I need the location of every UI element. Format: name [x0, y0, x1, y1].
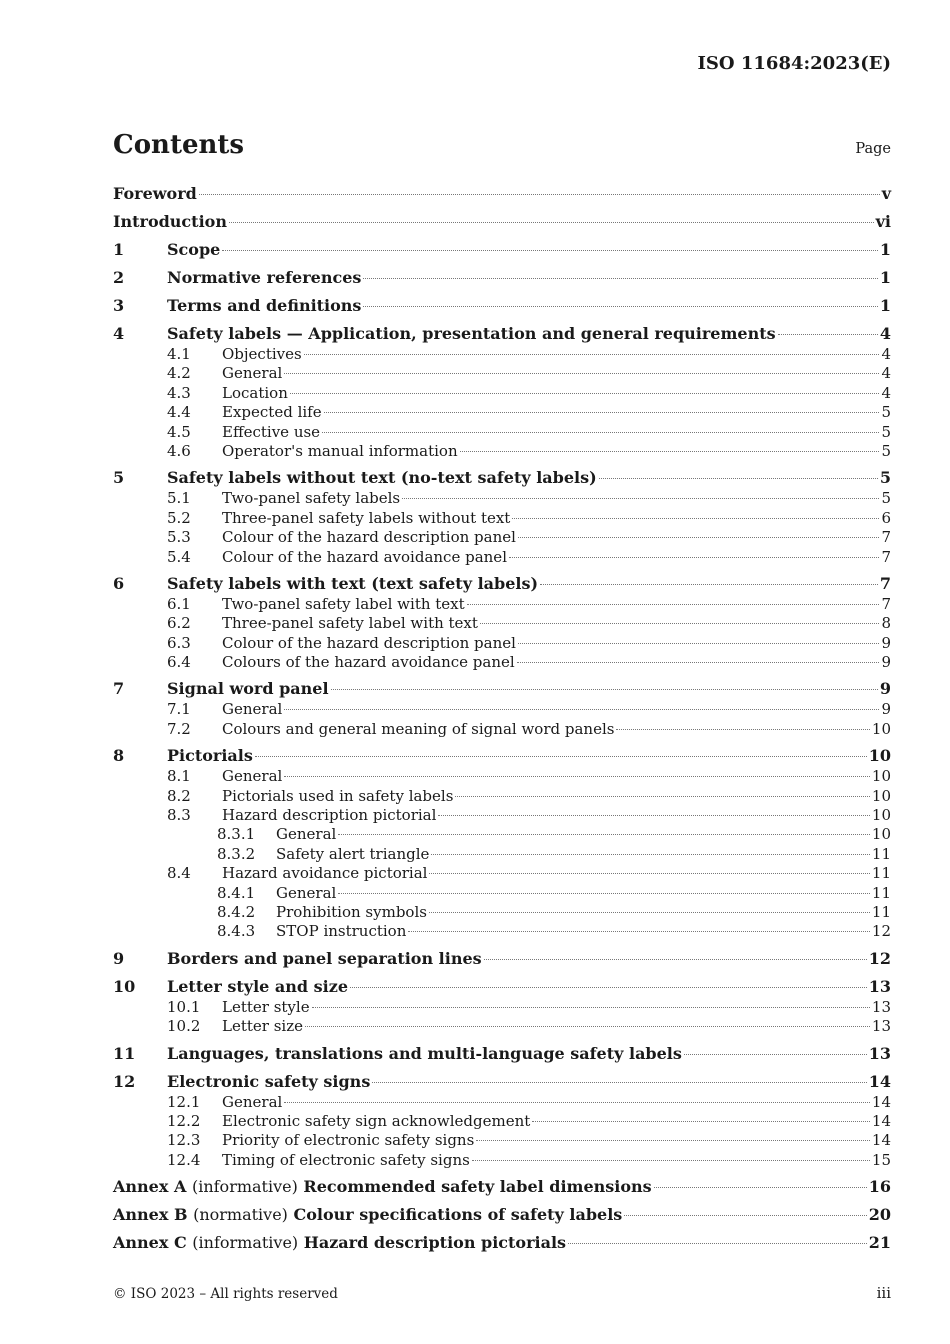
- dot-leader: [350, 987, 867, 988]
- toc-entry[interactable]: [113, 403, 891, 422]
- annex-id: Annex B: [113, 1205, 188, 1225]
- toc-entry-title: General: [222, 767, 283, 786]
- toc-entry-number: 10: [113, 976, 136, 996]
- toc-entry-page: 10: [871, 806, 891, 825]
- toc-entry-title: Effective use: [222, 422, 321, 441]
- toc-entry-page: 10: [868, 746, 891, 766]
- toc-entry[interactable]: [113, 948, 891, 970]
- dot-leader: [312, 1007, 870, 1008]
- toc-entry-number: 4.4: [167, 403, 191, 422]
- toc-entry[interactable]: [113, 825, 891, 844]
- toc-entry-page: 5: [881, 403, 891, 422]
- toc-entry[interactable]: [113, 467, 891, 489]
- annex-title: Hazard description pictorials: [303, 1233, 567, 1253]
- toc-entry-title: Letter style and size: [167, 976, 349, 996]
- dot-leader: [472, 1160, 870, 1161]
- dot-leader: [290, 393, 880, 394]
- toc-entry-number: 4.1: [167, 345, 191, 363]
- toc-entry-page: 8: [881, 614, 891, 633]
- toc-entry-number: 8.4: [167, 864, 191, 883]
- toc-entry-title: General: [222, 364, 283, 383]
- toc-entry-page: 1: [879, 268, 891, 287]
- toc-entry-number: 4.2: [167, 364, 191, 383]
- toc-entry-title: Hazard description pictorial: [222, 806, 437, 825]
- page-number: iii: [876, 1284, 891, 1302]
- toc-entry[interactable]: [113, 509, 891, 528]
- toc-entry-page: 7: [881, 547, 891, 566]
- toc-entry-number: 6: [113, 573, 125, 593]
- toc-entry-page: 5: [881, 441, 891, 460]
- dot-leader: [363, 278, 877, 279]
- toc-entry-title: Priority of electronic safety signs: [222, 1131, 475, 1150]
- page-title: Contents: [113, 130, 245, 160]
- toc-entry-title: Safety labels — Application, presentation and general requirements: [167, 324, 776, 343]
- toc-entry-title: Objectives: [222, 345, 302, 363]
- toc-entry[interactable]: [113, 528, 891, 547]
- toc-entry-page: 4: [879, 324, 891, 343]
- annex-title: Recommended safety label dimensions: [303, 1177, 652, 1197]
- toc-entry-title: Pictorials used in safety labels: [222, 786, 454, 805]
- toc-entry[interactable]: [113, 976, 891, 998]
- toc-entry-title: General: [276, 825, 337, 844]
- toc-entry[interactable]: [113, 1093, 891, 1112]
- dot-leader: [517, 662, 880, 663]
- dot-leader: [455, 796, 869, 797]
- dot-leader: [509, 557, 879, 558]
- toc-entry[interactable]: [113, 1151, 891, 1170]
- annex-id: Annex A: [113, 1177, 187, 1197]
- dot-leader: [229, 222, 874, 223]
- dot-leader: [284, 776, 870, 777]
- toc-entry[interactable]: [113, 1071, 891, 1093]
- toc-entry[interactable]: [113, 267, 891, 289]
- toc-entry-page: 5: [881, 422, 891, 441]
- dot-leader: [540, 584, 878, 585]
- toc-entry-page: 13: [868, 1043, 891, 1063]
- toc-entry-number: 9: [113, 948, 125, 968]
- dot-leader: [284, 709, 879, 710]
- toc-entry[interactable]: [113, 548, 891, 567]
- table-of-contents: [113, 183, 891, 1254]
- toc-entry[interactable]: [113, 998, 891, 1017]
- dot-leader: [338, 834, 870, 835]
- toc-entry-title: Normative references: [167, 268, 362, 287]
- toc-entry-title: Languages, translations and multi-language safety labels: [167, 1043, 682, 1063]
- toc-entry-title: Two-panel safety labels: [222, 489, 401, 508]
- toc-entry-number: 12.1: [167, 1092, 201, 1111]
- toc-entry-title: Letter size: [222, 1017, 303, 1036]
- toc-entry-number: 5: [113, 468, 125, 488]
- dot-leader: [512, 518, 879, 519]
- toc-entry[interactable]: [113, 489, 891, 508]
- toc-entry-title: General: [222, 700, 283, 719]
- toc-entry[interactable]: [113, 595, 891, 614]
- toc-entry-number: 7: [113, 679, 125, 699]
- dot-leader: [624, 1215, 866, 1216]
- toc-entry-page: 10: [871, 767, 891, 786]
- toc-entry-page: 15: [871, 1150, 891, 1169]
- toc-entry[interactable]: [113, 364, 891, 383]
- toc-entry-title: Hazard avoidance pictorial: [222, 864, 428, 883]
- dot-leader: [616, 729, 869, 730]
- dot-leader: [778, 334, 878, 335]
- toc-entry-number: 8.3: [167, 806, 191, 825]
- dot-leader: [322, 432, 879, 433]
- toc-entry-page: 14: [868, 1071, 891, 1091]
- toc-entry[interactable]: [113, 1176, 891, 1198]
- toc-entry[interactable]: [113, 1204, 891, 1226]
- toc-entry-number: 6.3: [167, 633, 191, 652]
- toc-entry[interactable]: [113, 745, 891, 767]
- toc-entry-title: Pictorials: [167, 746, 253, 766]
- toc-entry-page: 5: [881, 489, 891, 508]
- dot-leader: [284, 1102, 870, 1103]
- annex-kind: (informative): [192, 1233, 299, 1253]
- toc-entry-title: Borders and panel separation lines: [167, 948, 482, 968]
- toc-entry-number: 6.1: [167, 594, 191, 613]
- dot-leader: [429, 873, 869, 874]
- toc-entry-number: 12: [113, 1071, 136, 1091]
- toc-entry-page: 12: [871, 922, 891, 941]
- toc-entry-number: 4.6: [167, 441, 191, 460]
- toc-entry-number: 4: [113, 324, 125, 343]
- toc-entry-page: 9: [881, 633, 891, 652]
- toc-entry-page: 1: [879, 240, 891, 259]
- toc-entry-title: Colour of the hazard description panel: [222, 528, 516, 547]
- toc-entry-page: 10: [871, 786, 891, 805]
- copyright-notice: © ISO 2023 – All rights reserved: [113, 1286, 338, 1302]
- toc-entry[interactable]: [113, 442, 891, 461]
- toc-entry-title: Timing of electronic safety signs: [222, 1150, 470, 1169]
- page-column-label: Page: [855, 141, 891, 157]
- toc-entry-title: Three-panel safety label with text: [222, 614, 478, 633]
- toc-entry[interactable]: [113, 884, 891, 903]
- toc-entry-page: 13: [868, 976, 891, 996]
- toc-entry[interactable]: [113, 1043, 891, 1065]
- toc-entry-page: 10: [871, 719, 891, 738]
- toc-entry-page: 14: [871, 1092, 891, 1111]
- dot-leader: [372, 1082, 866, 1083]
- toc-entry-title: Location: [222, 383, 288, 402]
- toc-entry[interactable]: [113, 806, 891, 825]
- annex-kind: (informative): [191, 1177, 298, 1197]
- toc-entry-title: Safety alert triangle: [276, 844, 430, 863]
- dot-leader: [654, 1187, 867, 1188]
- toc-entry[interactable]: [113, 1017, 891, 1036]
- toc-entry-page: 13: [871, 997, 891, 1016]
- toc-entry-title: [113, 1176, 652, 1198]
- dot-leader: [484, 959, 867, 960]
- toc-entry-page: 14: [871, 1111, 891, 1130]
- annex-id: Annex C: [113, 1233, 187, 1253]
- toc-entry-number: 5.4: [167, 547, 191, 566]
- toc-entry[interactable]: [113, 634, 891, 653]
- toc-entry-page: 13: [871, 1017, 891, 1036]
- toc-entry[interactable]: [113, 720, 891, 739]
- annex-kind: (normative): [193, 1205, 288, 1225]
- toc-entry-page: 5: [879, 468, 891, 488]
- dot-leader: [305, 1026, 870, 1027]
- toc-entry-page: 11: [871, 844, 891, 863]
- toc-entry-number: 6.4: [167, 653, 191, 672]
- dot-leader: [408, 931, 870, 932]
- dot-leader: [684, 1054, 867, 1055]
- toc-entry[interactable]: [113, 903, 891, 922]
- toc-entry-title: STOP instruction: [276, 922, 407, 941]
- dot-leader: [331, 689, 878, 690]
- toc-entry-number: 8.2: [167, 786, 191, 805]
- toc-entry[interactable]: [113, 1232, 891, 1254]
- toc-entry[interactable]: [113, 211, 891, 233]
- toc-entry-number: 8.3.1: [217, 825, 256, 844]
- toc-entry-page: 7: [881, 594, 891, 613]
- toc-entry[interactable]: [113, 767, 891, 786]
- toc-entry-number: 4.5: [167, 422, 191, 441]
- toc-entry-number: 10.1: [167, 997, 201, 1016]
- dot-leader: [255, 756, 867, 757]
- toc-entry-page: 14: [871, 1131, 891, 1150]
- toc-entry[interactable]: [113, 700, 891, 719]
- toc-entry-page: 4: [881, 364, 891, 383]
- toc-entry-title: Operator's manual information: [222, 441, 458, 460]
- toc-entry-title: Signal word panel: [167, 679, 329, 699]
- toc-entry-number: 10.2: [167, 1017, 201, 1036]
- toc-entry[interactable]: [113, 864, 891, 883]
- toc-entry[interactable]: [113, 384, 891, 403]
- toc-entry-title: [113, 1204, 622, 1226]
- toc-entry-title: Letter style: [222, 997, 310, 1016]
- toc-entry[interactable]: [113, 678, 891, 700]
- toc-entry-number: 7.2: [167, 719, 191, 738]
- toc-entry-number: 4.3: [167, 383, 191, 402]
- toc-entry-title: Colour of the hazard description panel: [222, 633, 516, 652]
- toc-entry-title: Safety labels with text (text safety labels): [167, 573, 539, 593]
- toc-entry[interactable]: [113, 787, 891, 806]
- toc-entry-page: 10: [871, 825, 891, 844]
- toc-entry-number: 12.2: [167, 1111, 201, 1130]
- toc-entry-title: Expected life: [222, 403, 322, 422]
- toc-entry-title: Electronic safety signs: [167, 1071, 371, 1091]
- annex-title: Colour specifications of safety labels: [293, 1205, 623, 1225]
- toc-entry-number: 8.4.1: [217, 883, 256, 902]
- dot-leader: [518, 643, 880, 644]
- dot-leader: [284, 373, 879, 374]
- toc-entry-title: Colours and general meaning of signal word panels: [222, 719, 615, 738]
- dot-leader: [338, 893, 870, 894]
- dot-leader: [402, 498, 879, 499]
- toc-entry[interactable]: [113, 183, 891, 205]
- dot-leader: [438, 815, 869, 816]
- dot-leader: [467, 604, 880, 605]
- toc-entry-page: 4: [881, 383, 891, 402]
- toc-entry-page: 9: [881, 653, 891, 672]
- toc-entry-title: Scope: [167, 240, 221, 259]
- toc-entry-title: General: [276, 883, 337, 902]
- toc-entry[interactable]: [113, 845, 891, 864]
- toc-entry[interactable]: [113, 345, 891, 364]
- toc-entry[interactable]: [113, 423, 891, 442]
- toc-entry[interactable]: [113, 239, 891, 261]
- toc-entry-number: 5.2: [167, 508, 191, 527]
- toc-entry-number: 8: [113, 746, 125, 766]
- toc-entry[interactable]: [113, 653, 891, 672]
- dot-leader: [324, 412, 880, 413]
- dot-leader: [363, 306, 877, 307]
- dot-leader: [480, 623, 880, 624]
- dot-leader: [532, 1121, 870, 1122]
- toc-entry-number: 8.4.2: [217, 902, 256, 921]
- toc-entry-title: Prohibition symbols: [276, 902, 427, 921]
- toc-entry-page: 21: [868, 1233, 891, 1253]
- toc-entry-page: vi: [875, 212, 891, 231]
- document-id: ISO 11684:2023(E): [697, 53, 891, 74]
- toc-entry-number: 2: [113, 268, 125, 287]
- dot-leader: [199, 194, 880, 195]
- toc-entry-number: 8.4.3: [217, 922, 256, 941]
- dot-leader: [476, 1140, 870, 1141]
- toc-entry-page: 1: [879, 296, 891, 315]
- toc-entry-page: 11: [871, 883, 891, 902]
- toc-entry-number: 3: [113, 296, 125, 315]
- toc-entry-number: 5.1: [167, 489, 191, 508]
- toc-entry-number: 5.3: [167, 528, 191, 547]
- dot-leader: [599, 478, 878, 479]
- toc-entry-title: Terms and definitions: [167, 296, 362, 315]
- toc-entry-number: 6.2: [167, 614, 191, 633]
- toc-entry-title: Colour of the hazard avoidance panel: [222, 547, 507, 566]
- toc-entry-page: 16: [868, 1177, 891, 1197]
- dot-leader: [518, 537, 880, 538]
- toc-entry[interactable]: [113, 922, 891, 941]
- toc-entry-page: 12: [868, 948, 891, 968]
- toc-entry[interactable]: [113, 614, 891, 633]
- toc-entry-page: 9: [879, 679, 891, 699]
- toc-entry-number: 11: [113, 1043, 136, 1063]
- toc-entry-title: Safety labels without text (no-text safety labels): [167, 468, 597, 488]
- toc-entry-page: 6: [881, 508, 891, 527]
- toc-entry-title: Introduction: [113, 212, 227, 231]
- dot-leader: [431, 854, 870, 855]
- dot-leader: [568, 1243, 867, 1244]
- toc-entry-page: 7: [879, 573, 891, 593]
- dot-leader: [460, 451, 880, 452]
- toc-entry-title: Two-panel safety label with text: [222, 594, 465, 613]
- toc-entry-title: Electronic safety sign acknowledgement: [222, 1111, 531, 1130]
- toc-entry-title: Colours of the hazard avoidance panel: [222, 653, 515, 672]
- toc-entry[interactable]: [113, 1131, 891, 1150]
- toc-entry-page: 7: [881, 528, 891, 547]
- toc-entry-number: 7.1: [167, 700, 191, 719]
- toc-entry-number: 1: [113, 240, 125, 259]
- toc-entry-number: 8.1: [167, 767, 191, 786]
- toc-entry[interactable]: [113, 323, 891, 345]
- toc-entry-page: 11: [871, 902, 891, 921]
- toc-entry-number: 12.3: [167, 1131, 201, 1150]
- toc-entry-title: Foreword: [113, 184, 197, 203]
- dot-leader: [304, 354, 880, 355]
- toc-entry-page: 11: [871, 864, 891, 883]
- toc-entry[interactable]: [113, 573, 891, 595]
- toc-entry-title: General: [222, 1092, 283, 1111]
- toc-entry-page: 4: [881, 345, 891, 363]
- toc-entry-page: 9: [881, 700, 891, 719]
- toc-entry-number: 8.3.2: [217, 844, 256, 863]
- toc-entry-number: 12.4: [167, 1150, 201, 1169]
- dot-leader: [429, 912, 870, 913]
- toc-entry-page: v: [881, 184, 891, 203]
- toc-entry-title: Three-panel safety labels without text: [222, 508, 511, 527]
- dot-leader: [222, 250, 878, 251]
- toc-entry-title: [113, 1232, 566, 1254]
- toc-entry[interactable]: [113, 295, 891, 317]
- toc-entry[interactable]: [113, 1112, 891, 1131]
- toc-entry-page: 20: [868, 1205, 891, 1225]
